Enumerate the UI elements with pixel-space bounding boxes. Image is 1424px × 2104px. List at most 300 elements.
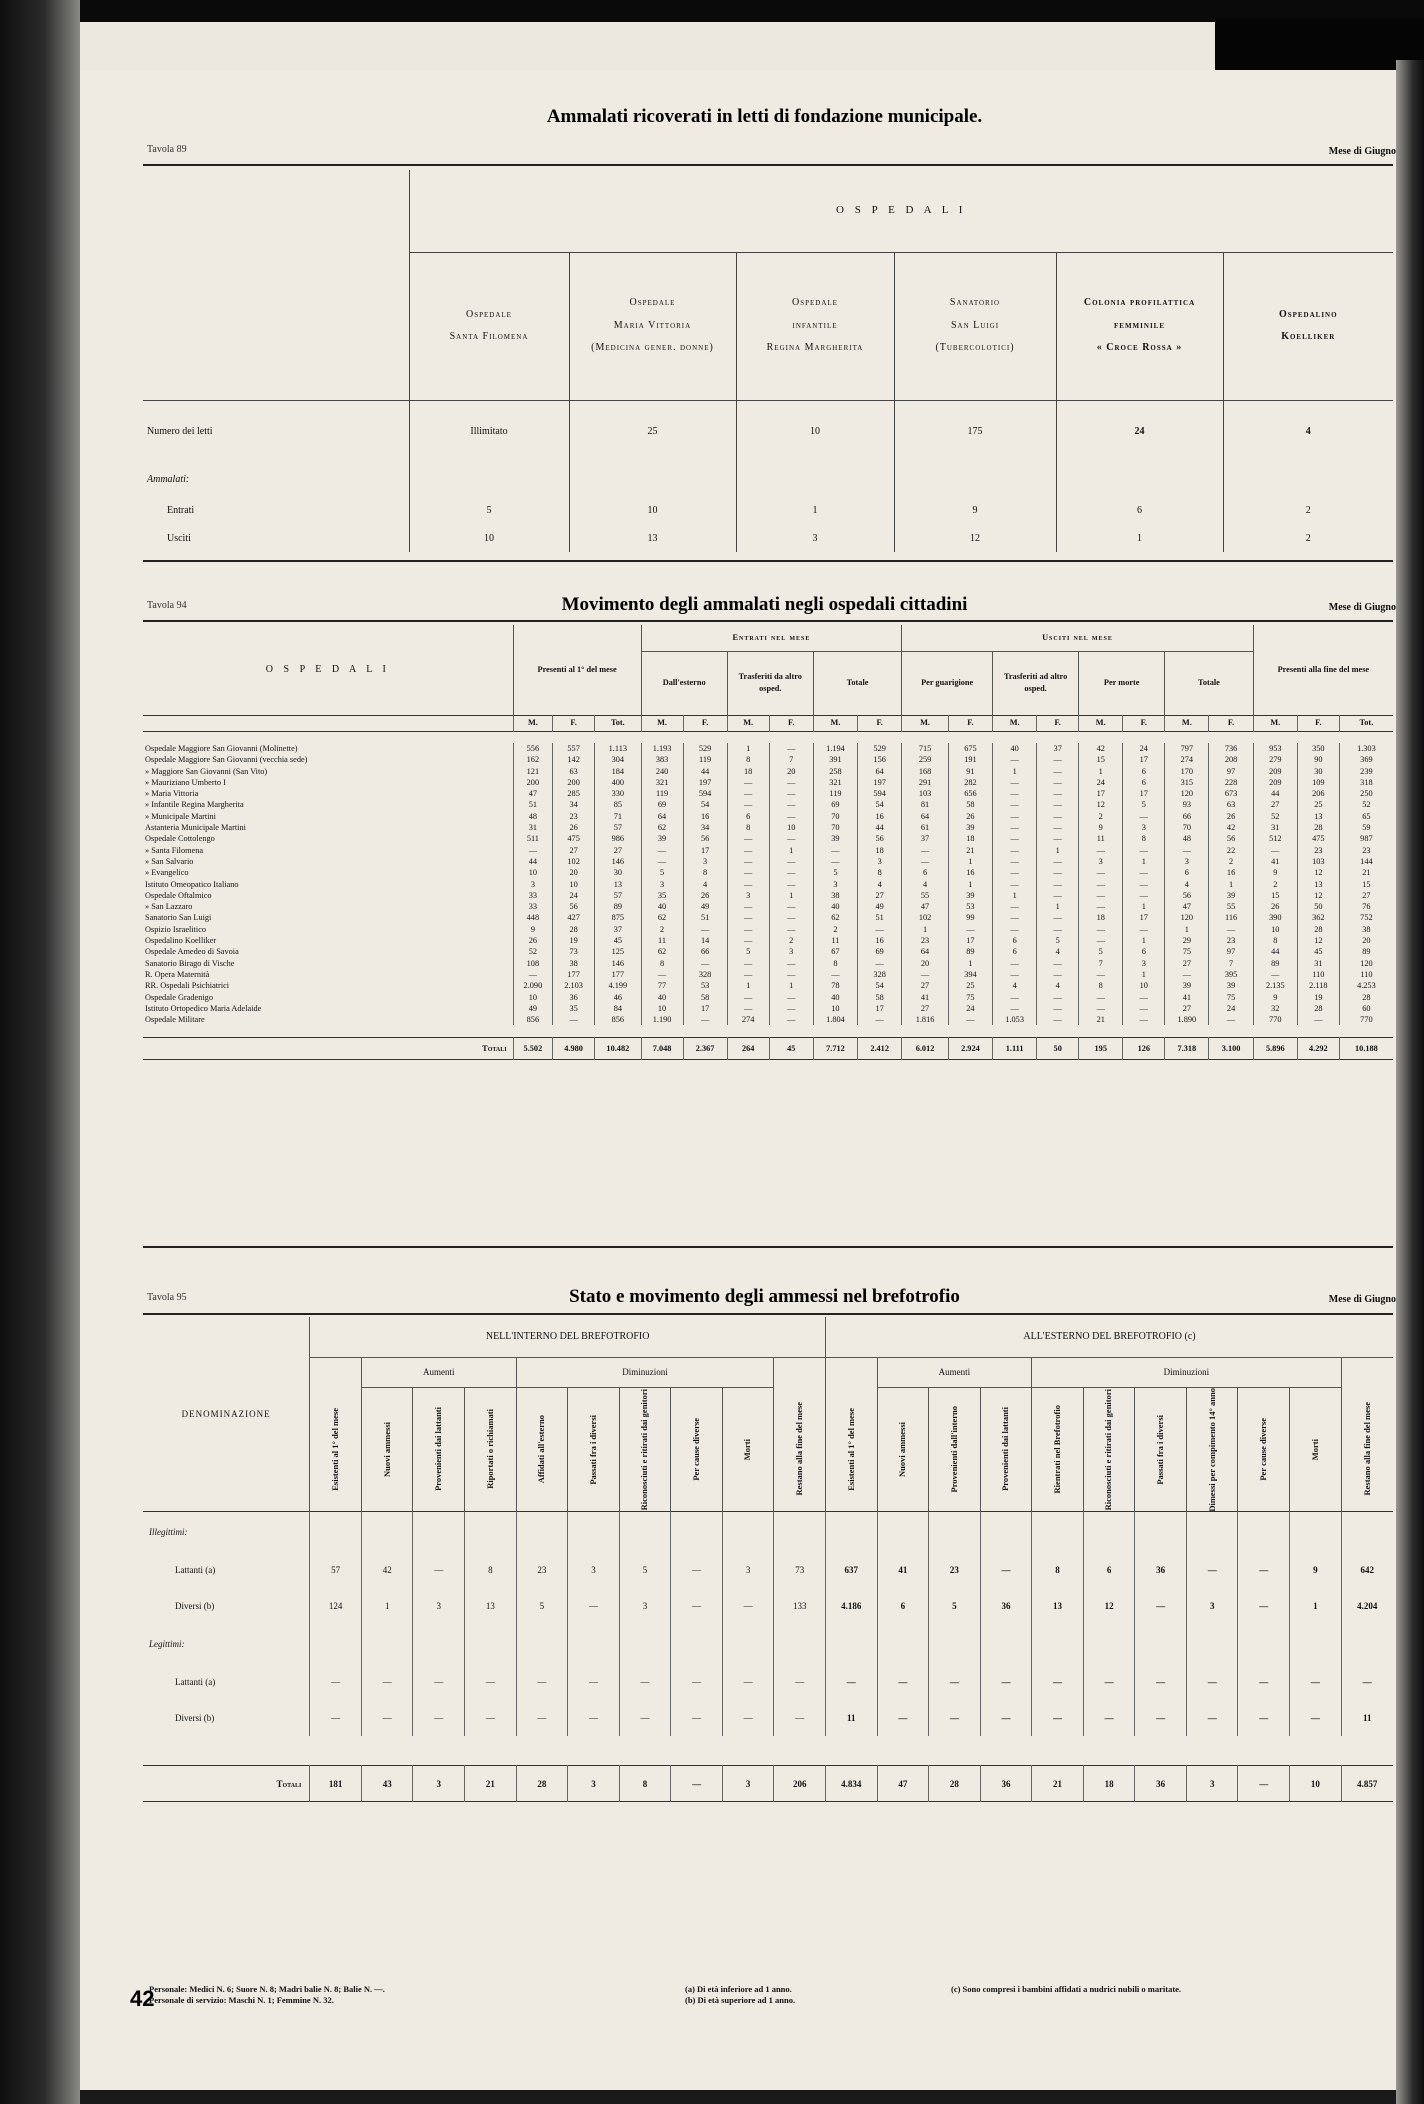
table94-cell: 24 [1209,1003,1253,1014]
table94-cell: — [902,856,949,867]
table95-cell: — [568,1700,620,1736]
table94-cell: — [993,845,1037,856]
table94-cell: 12 [1297,935,1339,946]
table94-cell: 2 [1253,879,1297,890]
table94-hospital-name: Sanatorio San Luigi [145,913,212,923]
table94-cell: 62 [641,946,683,957]
table94-cell: — [727,935,769,946]
table94-cell: 44 [683,766,727,777]
table94-cell: 54 [858,980,902,991]
table95-cell [1032,1512,1084,1552]
table94-sub-header: Trasferiti ad altro osped. [993,651,1079,715]
table94-cell: — [993,879,1037,890]
table94-cell: 51 [513,799,553,810]
table94-cell: 38 [553,958,595,969]
table94-cell: 1.890 [1165,1014,1209,1025]
table94-cell: 953 [1253,743,1297,754]
table-row [143,1624,1393,1664]
table94-cell: — [1037,822,1079,833]
table94-cell: 23 [1209,935,1253,946]
table94-cell: — [727,969,769,980]
table94-cell: 5 [1079,946,1123,957]
table94-top-rule [143,620,1393,622]
table94-cell: 206 [1297,788,1339,799]
table94-hospital-name: » Municipale Martini [145,811,216,821]
table94-cell: 8 [683,867,727,878]
table94-cell: 39 [641,833,683,844]
table89-row-label: Ammalati: [147,473,190,485]
table94-cell: 110 [1297,969,1339,980]
table95-nell-interno: NELL'INTERNO DEL BREFOTROFIO [310,1317,826,1357]
footnote-a: (a) Di età inferiore ad 1 anno. [685,1984,792,1994]
table94-cell: 770 [1339,1014,1393,1025]
table94-hospital-name: Ospedale Militare [145,1015,205,1025]
table94-cell: 1 [1037,901,1079,912]
table94-cell: 4 [858,879,902,890]
table94-cell: — [1037,811,1079,822]
table94-cell: 38 [813,890,857,901]
table95-col-header-text: Restano alla fine del mese [794,1402,805,1496]
table94-cell: 26 [1253,901,1297,912]
table95-total-cell: — [1238,1766,1290,1802]
table94-cell: 24 [1123,743,1165,754]
table94-cell: 177 [553,969,595,980]
table95-cell: 11 [1341,1700,1393,1736]
table95-cell: — [1032,1664,1084,1700]
table95-cell: — [1135,1588,1187,1624]
table95-top-rule [143,1313,1393,1315]
table94-cell: — [1253,969,1297,980]
table94-cell: 2.090 [513,980,553,991]
table94-cell: 63 [1209,799,1253,810]
table95-total-cell: 28 [929,1766,981,1802]
table94-cell: 10 [1123,980,1165,991]
table94-cell: 119 [813,788,857,799]
table94-cell: — [1165,969,1209,980]
table-row [143,935,1393,946]
table94-cell: 121 [513,766,553,777]
table94-cell: 69 [641,799,683,810]
table94-cell: 4 [1037,980,1079,991]
table94-cell: 9 [513,924,553,935]
table95-cell [1083,1624,1135,1664]
table94-cell: — [1079,992,1123,1003]
table94-cell: 8 [858,867,902,878]
table94-cell: 33 [513,901,553,912]
table94-cell: 49 [513,1003,553,1014]
table94-cell: 7 [769,754,813,765]
table95-cell [877,1512,929,1552]
table94-cell: 52 [1339,799,1393,810]
table94-cell: 1 [727,980,769,991]
table94-cell: — [1079,845,1123,856]
table95-aumenti-esterno: Aumenti [877,1357,1032,1387]
table95-cell: — [877,1700,929,1736]
table94-cell: — [683,924,727,935]
table94-cell: 46 [595,992,642,1003]
table94-hospital-name: R. Opera Maternità [145,969,210,979]
table94-cell: 18 [858,845,902,856]
table94-cell: — [948,1014,992,1025]
table94-cell: — [769,788,813,799]
table-row [143,799,1393,810]
table94-cell: 22 [1209,845,1253,856]
table95-cell [1238,1624,1290,1664]
table94-cell: 17 [1123,788,1165,799]
table95-row-label: Diversi (b) [175,1600,215,1611]
table94-cell: 13 [1297,879,1339,890]
table94-cell: 44 [858,822,902,833]
table94-cell: 9 [1079,822,1123,833]
table94-cell: 170 [1165,766,1209,777]
table94-hospital-name: » Maria Vittoria [145,789,199,799]
table89-cell: 13 [569,524,736,552]
table94-cell: 99 [948,912,992,923]
table94-cell: 33 [513,890,553,901]
table-row [143,1588,1393,1624]
table94-cell: 41 [902,992,949,1003]
table95-cell: — [1135,1664,1187,1700]
table94-cell: 50 [1297,901,1339,912]
table94-cell: — [858,1014,902,1025]
table95-col-header [929,1387,981,1512]
table95-col-header-text: Per cause diverse [1258,1418,1269,1481]
table94-cell: 52 [513,946,553,957]
table94-cell: 3 [1123,958,1165,969]
table94-cell: — [1123,879,1165,890]
table94-cell: 35 [553,1003,595,1014]
table89-cell: 1 [1056,524,1223,552]
table94-cell: 285 [553,788,595,799]
table95-cell: — [877,1664,929,1700]
table94-cell: 2 [1079,811,1123,822]
table94-cell: 97 [1209,946,1253,957]
table94-cell: 1.804 [813,1014,857,1025]
table-row [143,958,1393,969]
table94-cell: 19 [553,935,595,946]
table94-total-cell: 2.412 [858,1037,902,1059]
table95-cell [1290,1512,1342,1552]
table94-col-ospedali: O S P E D A L I [265,664,390,676]
table95-cell: 6 [877,1588,929,1624]
table94-cell: 10 [641,1003,683,1014]
table-row [143,822,1393,833]
table94-cell: 53 [948,901,992,912]
table95-total-cell: 4.834 [825,1766,877,1802]
table-row [143,912,1393,923]
table-row [143,992,1393,1003]
table94-cell: 47 [1165,901,1209,912]
table95-row-label: Diversi (b) [175,1712,215,1723]
table94-mf-header: M. [993,715,1037,731]
table94-cell: 40 [641,901,683,912]
table94-cell: 200 [513,777,553,788]
table94-cell: 797 [1165,743,1209,754]
table95-col-header [619,1387,671,1512]
table94-cell: 16 [683,811,727,822]
table94-cell: — [769,958,813,969]
table94-cell: 8 [727,822,769,833]
table94-cell: 51 [683,912,727,923]
table94-cell: 81 [902,799,949,810]
table95-cell: — [465,1700,517,1736]
table95-col-header-text: Nuovi ammessi [381,1421,392,1477]
table94-cell: 8 [727,754,769,765]
table94-cell: — [993,912,1037,923]
table94-cell: 1.190 [641,1014,683,1025]
table94-cell: 475 [1297,833,1339,844]
table94-cell: 25 [948,980,992,991]
table94-cell: 78 [813,980,857,991]
table94-mf-header: M. [813,715,857,731]
table94-cell: 350 [1297,743,1339,754]
table94-cell: — [1037,992,1079,1003]
table89-cell: 5 [409,496,569,524]
document-sheet [133,70,1396,2060]
table94-cell: 120 [1339,958,1393,969]
table94-cell: — [993,867,1037,878]
table94-cell: 1 [769,980,813,991]
table94-cell: 77 [641,980,683,991]
table94-hospital-name: RR. Ospedali Psichiatrici [145,981,230,991]
table-row [143,788,1393,799]
table94-cell: 27 [1165,1003,1209,1014]
table94-cell: 390 [1253,912,1297,923]
table95-cell [310,1512,362,1552]
table94-sub-header: Totale [1165,651,1253,715]
table94-cell: 28 [1297,1003,1339,1014]
table94-cell: — [902,845,949,856]
table95-cell [310,1624,362,1664]
table94-cell: — [1123,811,1165,822]
table89-cell: 4 [1223,400,1393,462]
table94-cell: 1 [993,766,1037,777]
table95-cell [465,1512,517,1552]
table95-total-cell: 8 [619,1766,671,1802]
table94-cell: 4 [902,879,949,890]
table94-cell: — [769,912,813,923]
table94-cell: 2 [813,924,857,935]
table94-cell: 54 [858,799,902,810]
table94-hospital-name: » Mauriziano Umberto I [145,777,226,787]
table94-cell: 69 [858,946,902,957]
table94-cell: 512 [1253,833,1297,844]
table-row [143,879,1393,890]
table94-cell: 2.118 [1297,980,1339,991]
table-row [143,777,1393,788]
table94-cell: 1 [1123,935,1165,946]
table94-total-cell: 50 [1037,1037,1079,1059]
table94-cell: 39 [1209,980,1253,991]
table94-cell: 1 [1079,766,1123,777]
table94-cell: 1.194 [813,743,857,754]
table94-cell: — [1079,1003,1123,1014]
table95-cell: — [980,1664,1032,1700]
table94-cell: 32 [1253,1003,1297,1014]
table94-cell: 34 [553,799,595,810]
table95-cell [619,1624,671,1664]
table94-cell: 10 [813,1003,857,1014]
table95-cell [1186,1512,1238,1552]
table94-cell: 987 [1339,833,1393,844]
table94-cell: — [769,777,813,788]
table94-cell: 736 [1209,743,1253,754]
table94-cell: 6 [1123,766,1165,777]
table95-col-header [1083,1387,1135,1512]
table94-total-cell: 7.712 [813,1037,857,1059]
table95-cell: 13 [1032,1588,1084,1624]
table95-cell: — [1186,1552,1238,1588]
table94-total-cell: 45 [769,1037,813,1059]
table94-cell: 770 [1253,1014,1297,1025]
table94-cell: 70 [813,811,857,822]
table95-col-header [722,1387,774,1512]
table94-cell: 20 [553,867,595,878]
table95-cell: — [1083,1700,1135,1736]
table94-hospital-name: Ospedale Cottolengo [145,834,215,844]
table94-cell: — [769,1003,813,1014]
table94-cell: 57 [595,822,642,833]
table94-hospital-name: Istituto Omeopatico Italiano [145,879,239,889]
table94-cell: 12 [1297,867,1339,878]
table89 [143,170,1393,552]
table94-cell: 12 [1297,890,1339,901]
table94-cell: 304 [595,754,642,765]
footnote-personale-1: Personale: Medici N. 6; Suore N. 8; Madri balie N. 8; Balie N. —. [149,1984,385,1994]
table94-cell: 38 [1339,924,1393,935]
table94-cell: 75 [948,992,992,1003]
footnote-c: (c) Sono compresi i bambini affidati a nudrici nubili o maritate. [951,1984,1182,1994]
table94-cell: 120 [1165,788,1209,799]
table94-cell: 1 [948,856,992,867]
table94-cell: 120 [1165,912,1209,923]
table95-cell: — [1238,1700,1290,1736]
table94-cell: 14 [683,935,727,946]
table94-cell: 63 [553,766,595,777]
table94-cell: 18 [948,833,992,844]
scan-dark-block [1215,18,1424,78]
table94-cell: 37 [595,924,642,935]
table95-row-label: Illegittimi: [149,1526,188,1537]
table94-cell: 40 [641,992,683,1003]
table94-cell: — [1037,777,1079,788]
table94-cell: — [1037,856,1079,867]
table95-cell: 124 [310,1588,362,1624]
table95-col-header [774,1387,826,1512]
table94-cell: — [1037,1003,1079,1014]
table95-cell [361,1512,413,1552]
table94-cell: 108 [513,958,553,969]
table94-cell: — [993,1003,1037,1014]
table-row [143,924,1393,935]
table94-cell: — [948,924,992,935]
table94-cell: 17 [858,1003,902,1014]
table94-cell: 89 [1339,946,1393,957]
table94-sub-header: Per guarigione [902,651,993,715]
table94-cell: 58 [858,992,902,1003]
table94-cell: 3 [813,879,857,890]
table94-total-cell: 7.048 [641,1037,683,1059]
table94-mf-header: F. [1209,715,1253,731]
table94-cell: — [727,879,769,890]
table94-cell: 2.135 [1253,980,1297,991]
table94-total-cell: 4.292 [1297,1037,1339,1059]
table94-cell: 53 [683,980,727,991]
table94-cell: 39 [1165,980,1209,991]
table95-total-cell: 43 [361,1766,413,1802]
table95-cell [722,1624,774,1664]
table94-totals-label: Totali [482,1043,507,1053]
table94-cell: — [727,788,769,799]
table94-cell: 395 [1209,969,1253,980]
table94-cell: 20 [769,766,813,777]
table95-total-cell: 3 [722,1766,774,1802]
table94-cell: 62 [813,912,857,923]
table95-total-cell: 4.857 [1341,1766,1393,1802]
table95-col-header [1135,1387,1187,1512]
table94-cell: 70 [813,822,857,833]
table94-total-cell: 264 [727,1037,769,1059]
table94-cell: 39 [948,822,992,833]
table94-cell: 673 [1209,788,1253,799]
table94-cell: 93 [1165,799,1209,810]
table94-cell: — [1037,924,1079,935]
table95-cell: — [465,1664,517,1700]
table94-cell: 369 [1339,754,1393,765]
table89-bottom-rule [143,560,1393,562]
table94-cell: 3 [683,856,727,867]
table94-cell: 24 [553,890,595,901]
table94-mf-header: Tot. [595,715,642,731]
table94-cell: 13 [595,879,642,890]
table94-cell: 27 [858,890,902,901]
table94-hospital-name: Ospedale Gradenigo [145,992,213,1002]
table94-mf-header: M. [641,715,683,731]
table95-cell: — [722,1664,774,1700]
table94-cell: 62 [641,912,683,923]
table94-cell: 9 [1253,992,1297,1003]
table94-hospital-name: » Infantile Regina Margherita [145,800,244,810]
table94-cell: — [1165,845,1209,856]
table94 [143,625,1393,1060]
table-row [143,1512,1393,1552]
page-number: 42 [130,1986,155,2011]
table94-cell: 89 [595,901,642,912]
table94-cell: — [1037,912,1079,923]
table89-group-header: O S P E D A L I [409,170,1393,252]
table95-cell: 13 [465,1588,517,1624]
table94-cell: 103 [1297,856,1339,867]
table94-cell: — [1123,867,1165,878]
table95-cell: 133 [774,1588,826,1624]
table94-cell: 34 [683,822,727,833]
table94-cell: 146 [595,958,642,969]
table89-cell: 12 [894,524,1056,552]
table95-total-cell: 3 [413,1766,465,1802]
table94-cell: 103 [902,788,949,799]
table94-cell: 1.303 [1339,743,1393,754]
table94-cell: 13 [1297,811,1339,822]
table94-total-cell: 10.188 [1339,1037,1393,1059]
table95-total-cell: 36 [1135,1766,1187,1802]
table94-cell: 529 [858,743,902,754]
table95-cell: — [1083,1664,1135,1700]
table95-top-divider [143,1246,1393,1248]
table95-cell [825,1624,877,1664]
table94-cell: 715 [902,743,949,754]
table95-total-cell: 206 [774,1766,826,1802]
table95-cell: 8 [465,1552,517,1588]
